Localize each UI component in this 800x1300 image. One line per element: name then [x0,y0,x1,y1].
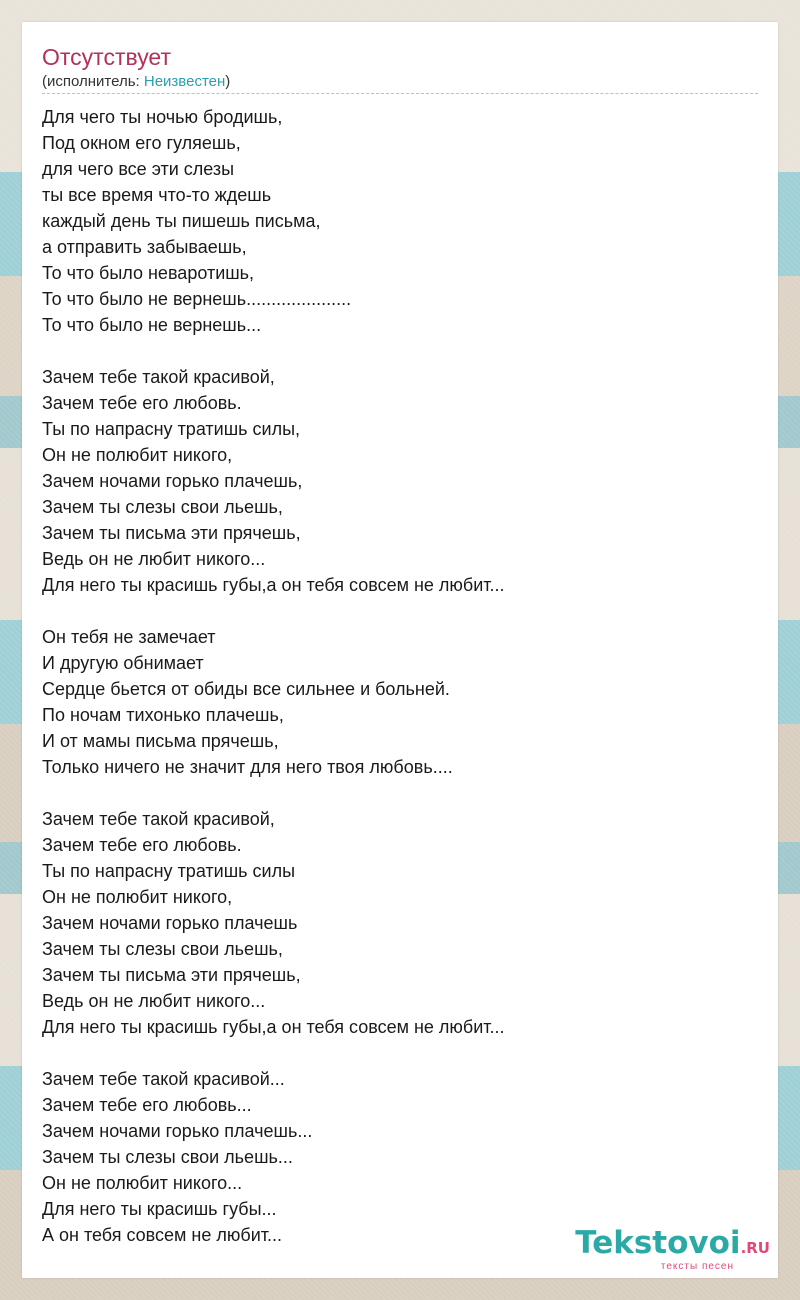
lyric-line: для чего все эти слезы [42,159,235,179]
stanza-break [42,338,505,364]
lyric-line: Он не полюбит никого, [42,887,233,907]
lyric-line: То что было не вернешь..................... [42,289,352,309]
logo-tagline: тексты песен [660,1261,734,1272]
lyric-line: Зачем ты слезы свои льешь... [42,1147,293,1167]
lyric-line: каждый день ты пишешь письма, [42,211,321,231]
lyric-line: Зачем ночами горько плачешь, [42,471,303,491]
lyric-line: Ведь он не любит никого... [42,991,266,1011]
song-title: Отсутствует [42,44,171,70]
lyric-line: Под окном его гуляешь, [42,133,241,153]
lyric-line: То что было неваротишь, [42,263,255,283]
dashed-divider [42,93,758,94]
lyric-line: Он не полюбит никого... [42,1173,243,1193]
lyric-line: Для него ты красишь губы... [42,1199,277,1219]
lyric-line: То что было не вернешь... [42,315,262,335]
logo-domain: .RU [740,1239,770,1257]
lyric-line: Он тебя не замечает [42,627,216,647]
lyric-line: Сердце бьется от обиды все сильнее и больней. [42,679,450,699]
lyrics-text [42,104,505,1248]
lyric-line: Зачем ты письма эти прячешь, [42,523,301,543]
lyric-line: Зачем тебе такой красивой... [42,1069,285,1089]
site-logo[interactable] [575,1227,770,1272]
lyric-line: Ты по напрасну тратишь силы [42,861,296,881]
lyric-line: Для него ты красишь губы,а он тебя совсем не любит... [42,1017,505,1037]
lyric-line: Зачем ты слезы свои льешь, [42,497,283,517]
artist-prefix: (исполнитель: [42,73,144,90]
lyric-line: Ты по напрасну тратишь силы, [42,419,301,439]
artist-suffix: ) [225,73,231,90]
lyric-line: А он тебя совсем не любит... [42,1225,283,1245]
stanza-break [42,598,505,624]
lyric-line: Зачем ты письма эти прячешь, [42,965,301,985]
stanza-break [42,1040,505,1066]
lyric-line: Зачем тебе его любовь... [42,1095,252,1115]
lyric-line: Зачем ночами горько плачешь [42,913,298,933]
artist-line [42,73,230,90]
stanza-break [42,780,505,806]
lyric-line: Ведь он не любит никого... [42,549,266,569]
lyric-line: Зачем ты слезы свои льешь, [42,939,283,959]
lyric-line: Зачем тебе его любовь. [42,393,242,413]
lyric-line: Зачем тебе его любовь. [42,835,242,855]
lyric-line: Он не полюбит никого, [42,445,233,465]
lyric-line: И другую обнимает [42,653,204,673]
lyrics-card [22,22,778,1278]
lyric-line: Только ничего не значит для него твоя любовь.... [42,757,453,777]
lyric-line: Для него ты красишь губы,а он тебя совсем не любит... [42,575,505,595]
lyric-line: Зачем ночами горько плачешь... [42,1121,313,1141]
lyric-line: Зачем тебе такой красивой, [42,367,275,387]
lyric-line: а отправить забываешь, [42,237,247,257]
lyric-line: И от мамы письма прячешь, [42,731,279,751]
lyric-line: Для чего ты ночью бродишь, [42,107,283,127]
lyric-line: ты все время что-то ждешь [42,185,272,205]
logo-name: Tekstovoi [575,1225,741,1261]
artist-link[interactable]: Неизвестен [143,73,226,90]
lyric-line: Зачем тебе такой красивой, [42,809,275,829]
lyric-line: По ночам тихонько плачешь, [42,705,284,725]
